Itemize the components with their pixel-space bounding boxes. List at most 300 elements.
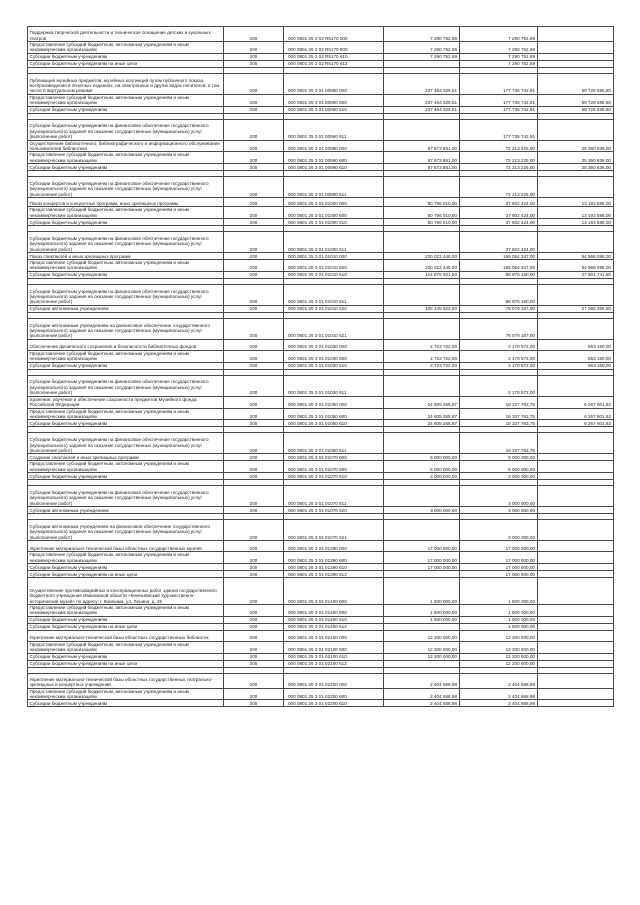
row-classification-code: 000 0801 25 3 01 01070 620 (284, 507, 384, 514)
row-name: Субсидии бюджетным учреждениям (28, 53, 224, 60)
row-line-code: 200 (224, 570, 284, 577)
row-line-code: 200 (224, 700, 284, 707)
row-line-code: 200 (224, 408, 284, 420)
row-amount-executed: 37 602 424,00 (460, 232, 538, 253)
row-amount-executed: 86 975 180,00 (460, 284, 538, 305)
row-line-code: 200 (224, 60, 284, 67)
row-name: Субсидии бюджетным учреждениям (28, 271, 224, 278)
row-amount-executed: 2 170 572,00 (460, 339, 538, 350)
row-line-code: 200 (224, 305, 284, 312)
row-amount-remaining (538, 630, 614, 641)
row-amount-executed: 177 735 742,91 (460, 73, 538, 94)
row-line-code: 200 (224, 616, 284, 623)
row-amount-remaining: 6 267 601,92 (538, 396, 614, 408)
row-line-code: 200 (224, 73, 284, 94)
row-name: Субсидии бюджетным учреждениям (28, 420, 224, 427)
row-name: Предоставление субсидий бюджетным, автономным учреждениям и иным некоммерческим организациям (28, 42, 224, 54)
row-classification-code: 000 0801 25 3 01 01010 600 (284, 260, 384, 272)
row-name: Субсидии бюджетным учреждениям на иные цели (28, 570, 224, 577)
row-amount-executed: 72 213 225,00 (460, 140, 538, 152)
row-amount-executed: 1 500 000,00 (460, 577, 538, 604)
row-amount-executed: 6 000 000,00 (460, 461, 538, 473)
row-amount-remaining: 25 360 636,00 (538, 152, 614, 164)
table-row (28, 563, 614, 570)
row-name: Субсидии бюджетным учреждениям (28, 362, 224, 369)
row-amount-executed: 177 735 742,91 (460, 94, 538, 106)
row-name: Укрепление материально-технической базы областных государственных библиотек (28, 630, 224, 641)
row-classification-code: 000 0801 25 3 01 01050 000 (284, 396, 384, 408)
row-line-code: 200 (224, 660, 284, 667)
row-name: Обеспечение физического сохранения и безопасности библиотечных фондов (28, 339, 224, 350)
row-amount-remaining: 13 193 586,00 (538, 207, 614, 219)
row-line-code: 200 (224, 461, 284, 473)
row-amount-assigned: 7 290 752,69 (384, 42, 460, 54)
row-amount-executed: 12 200 000,00 (460, 630, 538, 641)
row-amount-assigned (384, 284, 460, 305)
row-amount-remaining (538, 653, 614, 660)
row-classification-code: 000 0801 25 3 01 02100 000 (284, 630, 384, 641)
row-amount-assigned: 17 000 000,00 (384, 552, 460, 564)
row-line-code: 200 (224, 641, 284, 653)
row-amount-remaining (538, 27, 614, 42)
row-classification-code: 000 0801 25 3 01 01390 000 (284, 541, 384, 552)
table-row (28, 570, 614, 577)
table-row (28, 106, 614, 113)
row-name: Субсидии бюджетным учреждениям на финансовое обеспечение государственного (муниципального) задания на оказание государственных (муниципальных) услуг (выполнение работ) (28, 433, 224, 454)
table-row (28, 604, 614, 616)
row-amount-executed: 7 290 752,69 (460, 60, 538, 67)
row-amount-assigned: 12 200 000,00 (384, 641, 460, 653)
row-classification-code: 000 0801 25 3 01 01050 610 (284, 420, 384, 427)
row-classification-code: 000 0801 25 3 01 01400 610 (284, 616, 384, 623)
row-amount-remaining: 54 968 098,00 (538, 253, 614, 260)
row-amount-executed: 72 213 225,00 (460, 164, 538, 171)
row-name: Предоставление субсидий бюджетным, автономным учреждениям и иным некоммерческим организациям (28, 552, 224, 564)
row-amount-executed: 3 000 000,00 (460, 473, 538, 480)
row-amount-assigned (384, 433, 460, 454)
row-amount-assigned: 2 723 722,00 (384, 350, 460, 362)
row-amount-remaining: 27 901 741,50 (538, 271, 614, 278)
row-amount-executed: 18 337 763,75 (460, 433, 538, 454)
table-row (28, 541, 614, 552)
table-row (28, 27, 614, 42)
row-amount-remaining (538, 541, 614, 552)
row-amount-executed: 7 290 752,69 (460, 27, 538, 42)
row-amount-executed: 78 079 167,00 (460, 305, 538, 312)
row-classification-code: 000 0801 25 3 01 01400 600 (284, 604, 384, 616)
table-row (28, 177, 614, 198)
row-amount-executed: 17 000 000,00 (460, 563, 538, 570)
table-row (28, 164, 614, 171)
table-row (28, 339, 614, 350)
row-line-code: 200 (224, 198, 284, 207)
row-line-code: 200 (224, 152, 284, 164)
row-amount-executed: 2 404 668,98 (460, 688, 538, 700)
row-amount-assigned: 237 464 329,51 (384, 106, 460, 113)
row-amount-executed: 2 170 572,00 (460, 362, 538, 369)
row-amount-executed: 2 170 572,00 (460, 375, 538, 396)
row-amount-remaining (538, 616, 614, 623)
budget-table-body (28, 27, 614, 707)
row-line-code: 200 (224, 507, 284, 514)
row-line-code: 200 (224, 318, 284, 339)
row-amount-remaining (538, 119, 614, 140)
table-row (28, 271, 614, 278)
row-amount-remaining: 13 193 586,00 (538, 219, 614, 226)
table-row (28, 73, 614, 94)
row-amount-assigned: 105 145 523,50 (384, 305, 460, 312)
table-row (28, 486, 614, 507)
row-name: Укрепление материально-технической базы областных государственных театрально-зрелищных и концертных учреждений (28, 673, 224, 688)
row-amount-remaining (538, 570, 614, 577)
row-classification-code: 000 0801 25 3 01 02200 000 (284, 673, 384, 688)
row-amount-remaining: 59 728 586,60 (538, 73, 614, 94)
row-classification-code: 000 0801 25 3 01 02100 600 (284, 641, 384, 653)
row-amount-executed: 7 290 752,69 (460, 42, 538, 54)
row-amount-assigned (384, 623, 460, 630)
row-amount-remaining (538, 461, 614, 473)
row-amount-assigned: 2 723 722,00 (384, 362, 460, 369)
row-name: Субсидии бюджетным учреждениям (28, 473, 224, 480)
row-amount-remaining (538, 375, 614, 396)
row-line-code: 200 (224, 350, 284, 362)
row-classification-code: 000 0801 25 3 01 01400 612 (284, 623, 384, 630)
row-name: Предоставление субсидий бюджетным, автономным учреждениям и иным некоммерческим организациям (28, 461, 224, 473)
row-amount-assigned (384, 232, 460, 253)
row-line-code: 200 (224, 106, 284, 113)
row-classification-code: 000 0801 25 3 01 00990 611 (284, 177, 384, 198)
row-classification-code: 000 0801 25 3 01 01390 610 (284, 563, 384, 570)
row-amount-remaining: 553 150,00 (538, 339, 614, 350)
row-classification-code: 000 0801 25 3 01 01070 000 (284, 454, 384, 461)
row-amount-assigned: 50 796 010,00 (384, 198, 460, 207)
row-classification-code: 000 0801 25 3 01 02100 612 (284, 660, 384, 667)
row-amount-executed: 1 500 000,00 (460, 623, 538, 630)
row-classification-code: 000 0801 25 2 02 R5170 600 (284, 42, 384, 54)
row-amount-remaining (538, 660, 614, 667)
row-name: Субсидии бюджетным учреждениям на иные цели (28, 60, 224, 67)
row-amount-assigned: 24 605 365,67 (384, 408, 460, 420)
row-line-code: 200 (224, 339, 284, 350)
row-line-code: 200 (224, 630, 284, 641)
budget-table (27, 26, 614, 707)
row-line-code: 200 (224, 473, 284, 480)
row-line-code: 200 (224, 552, 284, 564)
row-line-code: 200 (224, 623, 284, 630)
row-amount-assigned (384, 520, 460, 541)
row-line-code: 200 (224, 577, 284, 604)
row-amount-assigned (384, 660, 460, 667)
row-name: Субсидии бюджетным учреждениям (28, 563, 224, 570)
table-row (28, 284, 614, 305)
row-classification-code: 000 0801 25 2 02 R5170 610 (284, 53, 384, 60)
row-amount-remaining: 13 193 586,00 (538, 198, 614, 207)
row-name: Субсидии автономным учреждениям (28, 507, 224, 514)
row-amount-executed: 177 735 742,91 (460, 106, 538, 113)
row-amount-remaining (538, 577, 614, 604)
row-name: Хранение, изучение и обеспечение сохранности предметов Музейного фонда Российской Федерации (28, 396, 224, 408)
row-amount-assigned: 6 000 000,00 (384, 454, 460, 461)
table-row (28, 408, 614, 420)
row-line-code: 200 (224, 362, 284, 369)
row-line-code: 200 (224, 433, 284, 454)
table-row (28, 119, 614, 140)
row-name: Субсидии бюджетным учреждениям на финансовое обеспечение государственного (муниципального) задания на оказание государственных (муниципальных) услуг (выполнение работ) (28, 284, 224, 305)
row-line-code: 200 (224, 454, 284, 461)
table-row (28, 350, 614, 362)
row-amount-remaining (538, 232, 614, 253)
row-amount-assigned: 24 605 365,67 (384, 420, 460, 427)
row-name: Поддержка творческой деятельности и техническое оснащение детских и кукольных театров (28, 27, 224, 42)
row-line-code: 200 (224, 219, 284, 226)
row-amount-executed: 17 000 000,00 (460, 552, 538, 564)
table-row (28, 219, 614, 226)
row-amount-executed: 18 337 763,75 (460, 396, 538, 408)
row-name: Публикация музейных предметов, музейных коллекций путем публичного показа, воспроизведения в печатных изданиях, на электронных и других видах носителей, в том числе в виртуальном режиме (28, 73, 224, 94)
row-amount-assigned: 237 464 329,51 (384, 73, 460, 94)
row-amount-executed: 17 000 000,00 (460, 541, 538, 552)
row-amount-remaining (538, 688, 614, 700)
row-amount-assigned: 2 404 668,98 (384, 688, 460, 700)
row-amount-executed: 6 000 000,00 (460, 454, 538, 461)
row-amount-assigned: 97 573 861,00 (384, 140, 460, 152)
row-name: Субсидии бюджетным учреждениям на иные цели (28, 660, 224, 667)
row-line-code: 200 (224, 232, 284, 253)
row-classification-code: 000 0801 25 3 01 00960 611 (284, 119, 384, 140)
table-row (28, 260, 614, 272)
row-line-code: 200 (224, 420, 284, 427)
row-amount-assigned: 1 500 000,00 (384, 616, 460, 623)
row-amount-assigned: 220 022 445,00 (384, 253, 460, 260)
row-amount-executed: 177 735 742,91 (460, 119, 538, 140)
row-amount-executed: 3 000 000,00 (460, 507, 538, 514)
row-amount-remaining (538, 507, 614, 514)
table-row (28, 688, 614, 700)
row-line-code: 200 (224, 177, 284, 198)
row-amount-executed: 37 602 424,00 (460, 219, 538, 226)
row-amount-remaining (538, 623, 614, 630)
row-line-code: 200 (224, 207, 284, 219)
table-row (28, 673, 614, 688)
row-amount-assigned (384, 60, 460, 67)
row-amount-assigned: 97 573 861,00 (384, 152, 460, 164)
row-name: Субсидии бюджетным учреждениям (28, 106, 224, 113)
table-row (28, 616, 614, 623)
row-name: Предоставление субсидий бюджетным, автономным учреждениям и иным некоммерческим организациям (28, 350, 224, 362)
table-row (28, 362, 614, 369)
row-name: Субсидии бюджетным учреждениям (28, 653, 224, 660)
row-amount-executed: 37 602 424,00 (460, 207, 538, 219)
row-amount-remaining (538, 673, 614, 688)
row-name: Субсидии бюджетным учреждениям (28, 164, 224, 171)
row-amount-remaining: 553 150,00 (538, 350, 614, 362)
row-amount-remaining (538, 42, 614, 54)
row-name: Субсидии бюджетным учреждениям на финансовое обеспечение государственного (муниципального) задания на оказание государственных (муниципальных) услуг (выполнение работ) (28, 119, 224, 140)
row-amount-assigned: 237 464 329,51 (384, 94, 460, 106)
row-classification-code: 000 0801 25 3 01 02200 610 (284, 700, 384, 707)
row-name: Субсидии бюджетным учреждениям (28, 219, 224, 226)
row-line-code: 200 (224, 119, 284, 140)
row-name: Субсидии бюджетным учреждениям на финансовое обеспечение государственного (муниципального) задания на оказание государственных (муниципальных) услуг (выполнение работ) (28, 375, 224, 396)
row-name: Предоставление субсидий бюджетным, автономным учреждениям и иным некоммерческим организациям (28, 152, 224, 164)
table-row (28, 630, 614, 641)
row-amount-executed: 18 337 763,75 (460, 408, 538, 420)
row-classification-code: 000 0801 25 3 01 01000 610 (284, 219, 384, 226)
row-classification-code: 000 0801 25 2 02 R5170 000 (284, 27, 384, 42)
row-amount-remaining: 25 360 636,00 (538, 140, 614, 152)
row-name: Субсидии бюджетным учреждениям на финансовое обеспечение государственного (муниципального) задания на оказание государственных (муниципальных) услуг (выполнение работ) (28, 232, 224, 253)
row-line-code: 200 (224, 260, 284, 272)
row-amount-assigned: 7 290 752,69 (384, 53, 460, 60)
row-classification-code: 000 0801 25 3 01 00960 600 (284, 94, 384, 106)
table-row (28, 207, 614, 219)
row-amount-assigned: 2 404 668,98 (384, 700, 460, 707)
row-classification-code: 000 0801 25 3 01 01070 621 (284, 520, 384, 541)
row-amount-remaining (538, 473, 614, 480)
row-name: Создание спектаклей и иных зрелищных программ (28, 454, 224, 461)
row-name: Субсидии автономным учреждениям на финансовое обеспечение государственного (муниципального) задания на оказание государственных (муниципальных) услуг (выполнение работ) (28, 318, 224, 339)
row-classification-code: 000 0801 25 3 01 01000 000 (284, 198, 384, 207)
row-classification-code: 000 0801 25 3 01 01030 610 (284, 362, 384, 369)
row-classification-code: 000 0801 25 3 01 01050 611 (284, 433, 384, 454)
row-amount-remaining (538, 284, 614, 305)
row-classification-code: 000 0801 25 2 02 R5170 612 (284, 60, 384, 67)
row-classification-code: 000 0801 25 3 01 01030 600 (284, 350, 384, 362)
table-row (28, 433, 614, 454)
row-classification-code: 000 0801 25 3 01 01030 611 (284, 375, 384, 396)
row-classification-code: 000 0801 25 3 01 01050 600 (284, 408, 384, 420)
row-amount-remaining (538, 552, 614, 564)
row-name: Предоставление субсидий бюджетным, автономным учреждениям и иным некоммерческим организациям (28, 260, 224, 272)
table-row (28, 653, 614, 660)
row-amount-remaining: 59 728 586,60 (538, 94, 614, 106)
row-amount-executed: 3 000 000,00 (460, 486, 538, 507)
row-classification-code: 000 0801 25 3 01 01010 621 (284, 318, 384, 339)
table-row (28, 396, 614, 408)
row-amount-executed: 12 200 000,00 (460, 660, 538, 667)
table-row (28, 152, 614, 164)
table-row (28, 42, 614, 54)
row-name: Осуществление противоаварийных и консервационных работ здания государственного бюджетного учреждения Ивановской области «Кинешемский художественно-исторический музей» по адресу: г. Кинешма, ул. Ленина, д. 25 (28, 577, 224, 604)
row-amount-executed: 7 290 752,69 (460, 53, 538, 60)
row-amount-executed: 3 000 000,00 (460, 520, 538, 541)
row-name: Предоставление субсидий бюджетным, автономным учреждениям и иным некоммерческим организациям (28, 604, 224, 616)
row-line-code: 200 (224, 27, 284, 42)
row-line-code: 200 (224, 375, 284, 396)
row-classification-code: 000 0801 25 3 01 00960 610 (284, 106, 384, 113)
table-row (28, 60, 614, 67)
row-amount-assigned: 3 000 000,00 (384, 507, 460, 514)
row-name: Предоставление субсидий бюджетным, автономным учреждениям и иным некоммерческим организациям (28, 408, 224, 420)
row-line-code: 200 (224, 520, 284, 541)
row-amount-remaining (538, 486, 614, 507)
table-row (28, 53, 614, 60)
row-amount-remaining (538, 520, 614, 541)
row-amount-executed: 2 404 668,98 (460, 673, 538, 688)
row-amount-executed: 12 200 000,00 (460, 653, 538, 660)
row-line-code: 200 (224, 140, 284, 152)
row-amount-remaining: 25 360 636,00 (538, 164, 614, 171)
row-amount-assigned: 3 000 000,00 (384, 473, 460, 480)
row-classification-code: 000 0801 25 3 01 01390 612 (284, 570, 384, 577)
row-name: Субсидии бюджетным учреждениям (28, 700, 224, 707)
row-name: Предоставление субсидий бюджетным, автономным учреждениям и иным некоммерческим организациям (28, 207, 224, 219)
row-amount-executed: 72 213 225,00 (460, 152, 538, 164)
row-line-code: 200 (224, 94, 284, 106)
table-row (28, 461, 614, 473)
row-amount-assigned: 12 200 000,00 (384, 653, 460, 660)
row-name: Субсидии бюджетным учреждениям на иные цели (28, 623, 224, 630)
row-classification-code: 000 0801 25 3 01 01010 610 (284, 271, 384, 278)
row-line-code: 200 (224, 53, 284, 60)
row-classification-code: 000 0801 25 3 01 01070 600 (284, 461, 384, 473)
row-classification-code: 000 0801 25 3 01 01070 611 (284, 486, 384, 507)
row-amount-remaining (538, 433, 614, 454)
row-name: Субсидии бюджетным учреждениям (28, 616, 224, 623)
row-amount-executed: 1 500 000,00 (460, 616, 538, 623)
row-classification-code: 000 0801 25 3 01 01000 600 (284, 207, 384, 219)
row-amount-remaining (538, 563, 614, 570)
row-amount-remaining: 553 150,00 (538, 362, 614, 369)
row-amount-assigned: 50 796 010,00 (384, 207, 460, 219)
row-name: Показ концертов и концертных программ, иных зрелищных программ (28, 198, 224, 207)
row-classification-code: 000 0801 25 3 01 01010 000 (284, 253, 384, 260)
row-amount-assigned: 97 573 861,00 (384, 164, 460, 171)
row-classification-code: 000 0801 25 3 01 00990 610 (284, 164, 384, 171)
row-amount-remaining (538, 700, 614, 707)
row-amount-executed: 2 170 572,00 (460, 350, 538, 362)
row-name: Предоставление субсидий бюджетным, автономным учреждениям и иным некоммерческим организациям (28, 641, 224, 653)
row-line-code: 200 (224, 164, 284, 171)
table-row (28, 232, 614, 253)
row-line-code: 200 (224, 396, 284, 408)
table-row (28, 552, 614, 564)
row-amount-remaining: 6 267 601,92 (538, 420, 614, 427)
row-amount-assigned: 114 876 921,50 (384, 271, 460, 278)
row-amount-remaining (538, 53, 614, 60)
row-classification-code: 000 0801 25 3 01 00990 600 (284, 152, 384, 164)
row-classification-code: 000 0801 25 3 01 01000 611 (284, 232, 384, 253)
row-classification-code: 000 0801 25 3 01 02100 610 (284, 653, 384, 660)
row-classification-code: 000 0801 25 3 01 01010 620 (284, 305, 384, 312)
table-row (28, 623, 614, 630)
row-line-code: 200 (224, 653, 284, 660)
row-name: Субсидии автономным учреждениям на финансовое обеспечение государственного (муниципального) задания на оказание государственных (муниципальных) услуг (выполнение работ) (28, 520, 224, 541)
row-amount-remaining (538, 454, 614, 461)
row-line-code: 200 (224, 688, 284, 700)
table-row (28, 140, 614, 152)
row-amount-assigned: 17 000 000,00 (384, 541, 460, 552)
table-row (28, 660, 614, 667)
row-amount-executed: 1 500 000,00 (460, 604, 538, 616)
row-amount-executed: 12 200 000,00 (460, 641, 538, 653)
row-line-code: 200 (224, 673, 284, 688)
table-row (28, 520, 614, 541)
row-classification-code: 000 0801 25 3 01 01030 000 (284, 339, 384, 350)
row-amount-assigned (384, 177, 460, 198)
row-amount-remaining (538, 604, 614, 616)
row-amount-assigned: 7 290 752,69 (384, 27, 460, 42)
table-row (28, 420, 614, 427)
table-row (28, 305, 614, 312)
row-amount-remaining: 6 267 601,92 (538, 408, 614, 420)
row-amount-remaining: 54 968 098,00 (538, 260, 614, 272)
table-row (28, 700, 614, 707)
table-row (28, 375, 614, 396)
row-amount-remaining (538, 641, 614, 653)
table-row (28, 198, 614, 207)
row-amount-assigned: 2 404 668,98 (384, 673, 460, 688)
